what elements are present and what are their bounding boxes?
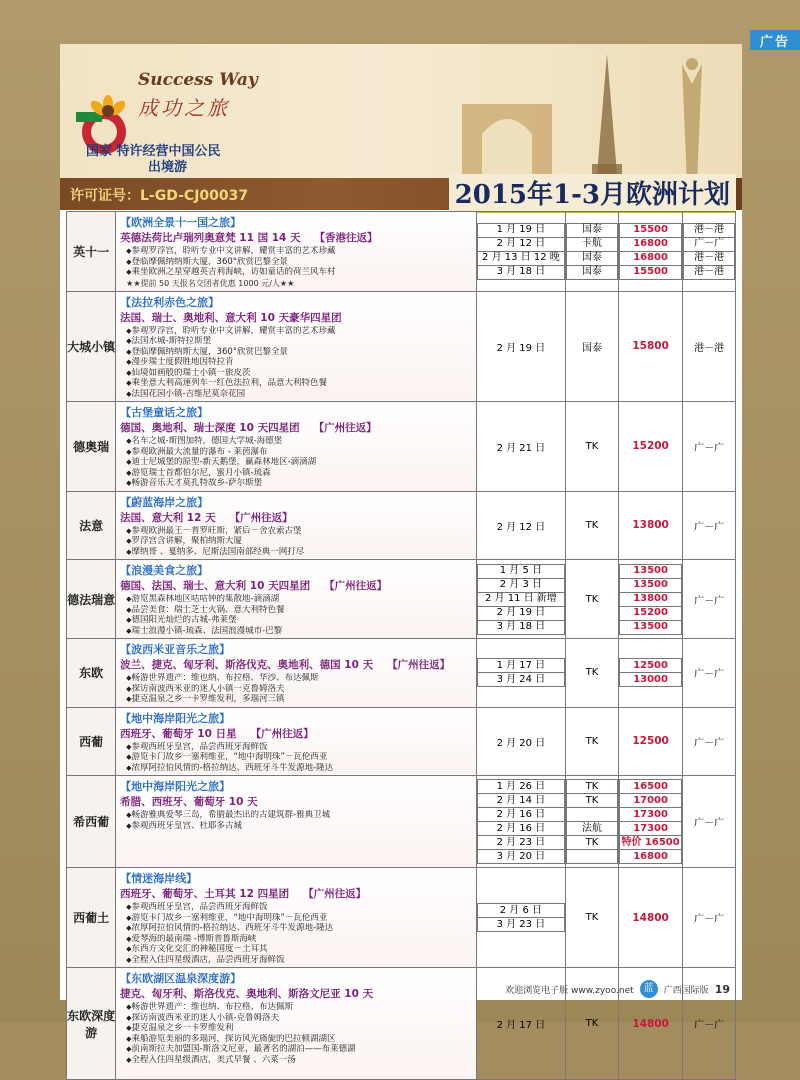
route-dest: 港－港: [684, 265, 735, 279]
highlight-list: [120, 594, 472, 636]
airline: 国泰: [566, 223, 617, 237]
airline: TK: [565, 491, 618, 560]
tour-tag: 【蔚蓝海岸之旅】: [120, 495, 209, 509]
tour-row: [67, 776, 736, 868]
dates-column: [476, 560, 565, 639]
airline: TK: [565, 707, 618, 776]
highlight-item: ◆ 罗浮宫含讲解，聚柏纳斯大厦: [126, 536, 472, 547]
itinerary-cell: [116, 868, 477, 968]
highlight-item: ◆ 捷克温泉之乡一卡罗维发利: [126, 1023, 472, 1034]
ad-tag: 广告: [750, 30, 800, 50]
highlight-item: ◆ 参观西班牙皇宫、杜耶多古城: [126, 821, 472, 832]
itinerary-cell: [116, 212, 477, 292]
highlight-item: ◆ 迪士尼城堡的原型-新天鹅堡，赢森林地区-滴滴湖: [126, 457, 472, 468]
port-text: 【广州往返】: [387, 659, 451, 671]
tour-tag: 【古堡童话之旅】: [120, 406, 209, 419]
departure-date: 2 月 16 日: [477, 822, 564, 836]
region-cell: 东欧深度游: [67, 968, 116, 1080]
route-dest: 广－广: [683, 560, 736, 639]
region-cell: 德法瑞意: [67, 560, 116, 639]
price-subtable: [619, 223, 682, 280]
highlight-item: ◆ 仙境如画般的瑞士小镇一旅皮茨: [126, 368, 472, 379]
price: 16500: [620, 780, 682, 794]
footer: [60, 970, 742, 1000]
tour-row: [67, 491, 736, 560]
price-column: [619, 639, 683, 708]
footer-site-text: 欢迎浏览电子版 www.zyoo.net: [505, 985, 634, 996]
tour-table: [66, 211, 736, 1080]
itinerary-cell: [116, 776, 477, 868]
airline: TK: [565, 402, 618, 492]
departure-date: 3 月 24 日: [477, 673, 564, 687]
price: 17000: [620, 794, 682, 808]
national-license-line2: 出境游: [148, 160, 188, 175]
route-dest: 广－广: [683, 707, 736, 776]
departure-date: 2 月 20 日: [476, 707, 565, 776]
route-text: 西班牙、葡萄牙 10 日星: [120, 727, 237, 740]
route-dest: 广－广: [683, 868, 736, 968]
region-cell: 德奥瑞: [67, 402, 116, 492]
departure-date: 2 月 17 日: [476, 968, 565, 1080]
price: 15500: [620, 265, 682, 279]
departure-date: 2 月 6 日: [477, 904, 564, 918]
departure-date: 3 月 20 日: [477, 850, 564, 864]
tour-route: [120, 310, 472, 325]
highlight-item: ◆ 全程入住四星级酒店，美式早餐 、六菜一汤: [126, 1055, 472, 1066]
region-cell: 东欧: [67, 639, 116, 708]
price-column: [619, 212, 683, 292]
price-subtable: [619, 779, 682, 864]
route-text: 捷克、匈牙利、斯洛伐克、奥地利、斯洛文尼亚 10 天: [120, 988, 374, 1000]
port-text: 【广州往返】: [250, 727, 314, 740]
price-subtable: [619, 564, 682, 635]
highlight-item: ◆ 参观欧洲最王－普罗旺斯，紧后－舍农索古堡: [126, 526, 472, 537]
price: 13000: [620, 673, 682, 687]
highlight-list: [120, 1002, 472, 1065]
port-text: 【香港往返】: [314, 232, 378, 244]
footer-info: [505, 980, 730, 998]
departure-date: 2 月 12 日: [477, 237, 564, 251]
magazine-badge-icon: 蓝: [640, 980, 658, 998]
departure-date: 2 月 11 日 新增: [477, 592, 564, 606]
price: 14800: [619, 968, 683, 1080]
airline: 国泰: [566, 265, 617, 279]
price: 13800: [619, 491, 683, 560]
highlight-list: [120, 902, 472, 965]
tour-route: [120, 794, 472, 809]
tour-tag: 【法拉利赤色之旅】: [120, 295, 220, 309]
highlight-item: ◆ 漫步瑞士度假胜地因特拉肯: [126, 357, 472, 368]
highlight-item: ◆ 法国花园小镇-吉维尼莫奈花园: [126, 389, 472, 400]
tour-route: [120, 510, 472, 525]
port-text: 【广州往返】: [303, 888, 367, 900]
highlight-item: ◆ 瑞士浪漫小镇-琉森、法国浪漫城市-巴黎: [126, 626, 472, 637]
departure-date: 2 月 13 日 12 晚: [477, 251, 564, 265]
tour-row: [67, 560, 736, 639]
price: 17300: [620, 808, 682, 822]
price: 13800: [620, 592, 682, 606]
dates-subtable: [477, 223, 565, 280]
route-text: 德国、法国、瑞士、意大利 10 天四星团: [120, 580, 311, 592]
highlight-item: ◆ 探访南波西米亚的迷人小镇-克鲁姆洛夫: [126, 1013, 472, 1024]
price: 12500: [620, 659, 682, 673]
highlight-item: ◆ 畅游雅典爱琴三岛，希腊最杰出的古建筑群-雅典卫城: [126, 810, 472, 821]
tour-route: [120, 726, 472, 741]
license-number: 许可证号：L-GD-CJ00037: [70, 188, 249, 204]
national-license-line1: 国家 特许经营中国公民: [86, 144, 221, 159]
dest-column: [683, 212, 736, 292]
route-text: 德国、奥地利、瑞士深度 10 天四星团: [120, 422, 300, 434]
highlight-item: ◆ 德国阳光灿烂的古城-弗莱堡: [126, 615, 472, 626]
dates-column: [476, 639, 565, 708]
itinerary-cell: [116, 639, 477, 708]
highlight-item: ◆ 游览卡门故乡一塞利维亚，“地中海明珠”－瓦伦西亚: [126, 913, 472, 924]
airline-column: [565, 212, 618, 292]
departure-date: 3 月 23 日: [477, 918, 564, 932]
price: 16800: [620, 237, 682, 251]
route-dest: 港－港: [684, 251, 735, 265]
price: 17300: [620, 822, 682, 836]
airline: TK: [566, 794, 617, 808]
highlight-item: ◆ 探访南波西米亚的迷人小镇一克鲁姆洛夫: [126, 684, 472, 695]
highlight-item: ◆ 品尝美食：瑞士芝士火锅、意大利特色餐: [126, 605, 472, 616]
tour-row: [67, 868, 736, 968]
airline: TK: [566, 836, 617, 850]
dates-subtable: [477, 903, 565, 932]
price: 15800: [619, 291, 683, 402]
price: 15500: [620, 223, 682, 237]
region-cell: 大城小镇: [67, 291, 116, 402]
airline: 国泰: [566, 251, 617, 265]
departure-date: 2 月 14 日: [477, 794, 564, 808]
price: 14800: [619, 868, 683, 968]
dest-subtable: [683, 223, 735, 280]
region-cell: 西葡土: [67, 868, 116, 968]
brand-name-en: Success Way: [138, 70, 258, 90]
airline: [566, 808, 617, 822]
highlight-item: ◆ 浓厚阿拉伯风情的-格拉纳达、西班牙斗牛发源地-隆达: [126, 923, 472, 934]
airline-subtable: [566, 223, 618, 280]
port-text: 【广州往返】: [324, 580, 388, 592]
dates-subtable: [477, 779, 565, 864]
price: 13500: [620, 564, 682, 578]
highlight-item: ◆ 登临摩佩纳纳斯大厦，360°欣赏巴黎全景: [126, 347, 472, 358]
route-text: 法国、意大利 12 天: [120, 511, 216, 524]
price: 13500: [620, 578, 682, 592]
highlight-item: ◆ 畅游音乐天才莫扎特故乡-萨尔斯堡: [126, 478, 472, 489]
tour-tag: 【波西米亚音乐之旅】: [120, 643, 231, 656]
itinerary-cell: [116, 707, 477, 776]
departure-date: 2 月 16 日: [477, 808, 564, 822]
departure-date: 2 月 19 日: [476, 291, 565, 402]
license-bar: [60, 178, 742, 210]
price-column: [619, 776, 683, 868]
region-cell: 英十一: [67, 212, 116, 292]
highlight-item: ◆ 名车之城-斯图加特，德国大学城-海德堡: [126, 436, 472, 447]
tour-table-body: [67, 212, 736, 1080]
highlight-list: [120, 246, 472, 278]
departure-date: 1 月 5 日: [477, 564, 564, 578]
airline: TK: [565, 868, 618, 968]
tour-route: [120, 230, 472, 245]
highlight-item: ◆ 法国水城-斯特拉斯堡: [126, 336, 472, 347]
departure-date: 2 月 23 日: [477, 836, 564, 850]
tour-row: [67, 212, 736, 292]
promo-note: ★★提前 50 天报名交团者优惠 1000 元/人★★: [126, 278, 295, 288]
airline: TK: [565, 968, 618, 1080]
dates-subtable: [477, 564, 565, 635]
highlight-item: ◆ 登临摩佩纳纳斯大厦，360°欣赏巴黎全景: [126, 257, 472, 268]
highlight-item: ◆ 参观欧洲最大流量的瀑布 - 莱茵瀑布: [126, 447, 472, 458]
magazine-name: 广西国际版: [663, 985, 709, 996]
airline: 法航: [566, 822, 617, 836]
airline: 卡航: [566, 237, 617, 251]
itinerary-cell: [116, 402, 477, 492]
highlight-item: ◆ 浓厚阿拉伯风情的-格拉纳达、西班牙斗牛发源地-隆达: [126, 763, 472, 774]
departure-date: 2 月 19 日: [477, 606, 564, 620]
port-text: 【广州往返】: [313, 422, 377, 434]
brand-name-cn: 成功之旅: [138, 96, 230, 120]
tour-row: [67, 291, 736, 402]
price: 16800: [620, 850, 682, 864]
highlight-item: ◆ 东西方文化交汇的神秘国度－土耳其: [126, 944, 472, 955]
tour-tag: 【欧洲全景十一国之旅】: [120, 216, 242, 229]
price: 15200: [619, 402, 683, 492]
airline-subtable: [566, 779, 618, 864]
route-text: 西班牙、葡萄牙、土耳其 12 四星团: [120, 888, 290, 900]
plan-title: 2015年1-3月欧洲计划: [449, 174, 736, 213]
tour-row: [67, 639, 736, 708]
highlight-list: [120, 810, 472, 831]
departure-date: 1 月 19 日: [477, 223, 564, 237]
price: 15200: [620, 606, 682, 620]
route-text: 法国、瑞士、奥地利、意大利 10 天豪华四星团: [120, 311, 342, 324]
highlight-item: ◆ 参观西班牙皇宫，品尝西班牙海鲜饭: [126, 902, 472, 913]
price-subtable: [619, 658, 682, 687]
itinerary-cell: [116, 291, 477, 402]
price-column: [619, 560, 683, 639]
departure-date: 1 月 26 日: [477, 780, 564, 794]
highlight-item: ◆ 捷克温泉之乡一卡罗维发利，多瑙河三镇: [126, 694, 472, 705]
tour-tag: 【东欧湖区温泉深度游】: [120, 972, 242, 985]
tour-route: [120, 578, 472, 593]
highlight-item: ◆ 畅游世界遗产：维也纳、布拉格、布达佩斯: [126, 1002, 472, 1013]
route-dest: 港－港: [684, 223, 735, 237]
highlight-item: ◆ 游览瑞士首都伯尔尼，蜜月小镇-琉森: [126, 468, 472, 479]
page-number: 19: [714, 982, 730, 996]
highlight-list: [120, 742, 472, 774]
highlight-item: ◆ 前南斯拉夫加盟国-斯洛文尼亚，最著名的湖泊——布莱德湖: [126, 1044, 472, 1055]
dates-subtable: [477, 658, 565, 687]
departure-date: 1 月 17 日: [477, 659, 564, 673]
departure-date: 2 月 21 日: [476, 402, 565, 492]
route-dest: 港－港: [683, 291, 736, 402]
highlight-item: ◆ 参观罗浮宫，聆听专业中文讲解，耀赏丰富的艺术珍藏: [126, 246, 472, 257]
tour-tag: 【浪漫美食之旅】: [120, 564, 209, 577]
tour-route: [120, 886, 472, 901]
route-text: 希腊、西班牙、葡萄牙 10 天: [120, 796, 258, 808]
highlight-item: ◆ 参观西班牙皇宫，品尝西班牙海鲜饭: [126, 742, 472, 753]
highlight-list: [120, 326, 472, 400]
departure-date: 2 月 12 日: [476, 491, 565, 560]
route-dest: 广－广: [684, 237, 735, 251]
tour-route: [120, 657, 472, 672]
region-cell: 法意: [67, 491, 116, 560]
route-dest: 广－广: [683, 776, 736, 868]
tour-tag: 【地中海岸阳光之旅】: [120, 711, 231, 725]
highlight-item: ◆ 乘坐欧洲之星穿越英吉利海峡，访如童话的荷兰风车村: [126, 267, 472, 278]
airline: TK: [565, 560, 618, 639]
price: 16800: [620, 251, 682, 265]
airline: TK: [566, 780, 617, 794]
tour-tag: 【情迷海岸线】: [120, 872, 198, 885]
route-dest: 广－广: [683, 968, 736, 1080]
region-cell: 西葡: [67, 707, 116, 776]
tour-row: [67, 707, 736, 776]
highlight-item: ◆ 乘坐意大利高速列车一红色法拉利，品意大利特色餐: [126, 378, 472, 389]
departure-date: 2 月 3 日: [477, 578, 564, 592]
tour-row: [67, 402, 736, 492]
dates-column: [476, 212, 565, 292]
airline: 国泰: [565, 291, 618, 402]
highlight-item: ◆ 爱琴海的最南端 -博斯普鲁斯海峡: [126, 934, 472, 945]
highlight-item: ◆ 摩纳哥 、戛纳多、尼斯法国南部经典一网打尽: [126, 547, 472, 558]
tour-route: [120, 420, 472, 435]
price: 13500: [620, 620, 682, 634]
highlight-item: ◆ 全程入住四星级酒店，品尝西班牙海鲜饭: [126, 955, 472, 966]
route-text: 波兰、捷克、匈牙利、斯洛伐克、奥地利、德国 10 天: [120, 659, 374, 671]
highlight-item: ◆ 参观罗浮宫，聆听专业中文讲解，耀赏丰富的艺术珍藏: [126, 326, 472, 337]
dates-column: [476, 868, 565, 968]
highlight-item: ◆ 游览黑森林地区咕咕钟的集散地-滴滴湖: [126, 594, 472, 605]
route-text: 英德法荷比卢瑞列奥意梵 11 国 14 天: [120, 232, 301, 244]
highlight-item: ◆ 游览卡门故乡一塞利维亚，“地中海明珠”－瓦伦西亚: [126, 752, 472, 763]
airline: [566, 850, 617, 864]
airline: TK: [565, 639, 618, 708]
route-dest: 广－广: [683, 491, 736, 560]
highlight-item: ◆ 畅游世界遗产：维也纳、布拉格、华沙、布达佩斯: [126, 673, 472, 684]
itinerary-cell: [116, 491, 477, 560]
price: 12500: [619, 707, 683, 776]
port-text: 【广州往返】: [229, 511, 293, 524]
highlight-item: ◆ 乘船游览美丽的多瑙河，探访风光旖旎的巴拉顿湖湖区: [126, 1034, 472, 1045]
itinerary-cell: [116, 560, 477, 639]
route-dest: 广－广: [683, 402, 736, 492]
departure-date: 3 月 18 日: [477, 620, 564, 634]
dates-column: [476, 776, 565, 868]
highlight-list: [120, 673, 472, 705]
highlight-list: [120, 436, 472, 489]
highlight-list: [120, 526, 472, 558]
route-dest: 广－广: [683, 639, 736, 708]
tour-tag: 【地中海岸阳光之旅】: [120, 780, 231, 793]
region-cell: 希西葡: [67, 776, 116, 868]
departure-date: 3 月 18 日: [477, 265, 564, 279]
price: 特价 16500: [621, 836, 680, 848]
airline-column: [565, 776, 618, 868]
